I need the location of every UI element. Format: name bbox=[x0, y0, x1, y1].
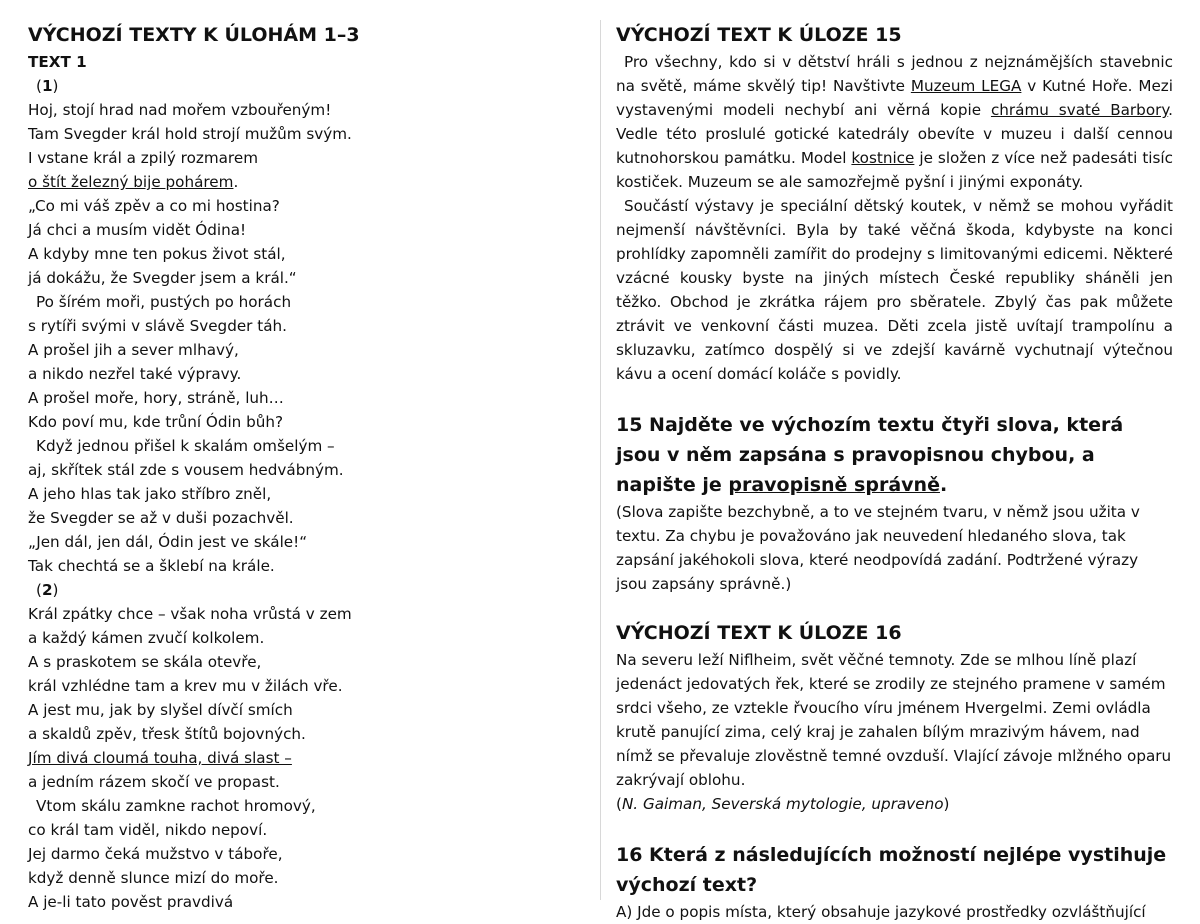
underlined-kostnice: kostnice bbox=[851, 149, 915, 167]
poem-line: já dokážu, že Svegder jsem a král.“ bbox=[28, 269, 297, 287]
text-15-p1-part: je složen z více než padesáti tisíc kostiček. Muzeum se ale samozřejmě pyšní i jinými exponáty. bbox=[616, 149, 1173, 191]
poem-line: A jest mu, jak by slyšel dívčí smích bbox=[28, 701, 293, 719]
poem-line: A s praskotem se skála otevře, bbox=[28, 653, 262, 671]
poem-line: král vzhlédne tam a krev mu v žilách vře. bbox=[28, 677, 343, 695]
task-15-tail: . bbox=[939, 474, 948, 496]
task-16-option-a: A) Jde o popis místa, který obsahuje jazykové prostředky ozvláštňující bbox=[616, 903, 1146, 921]
poem-line: „Co mi váš zpěv a co mi hostina? bbox=[28, 197, 280, 215]
poem-line: A prošel moře, hory, stráně, luh… bbox=[28, 389, 284, 407]
task-16-question: 16 Která z následujících možností nejlépe vystihuje výchozí text? bbox=[616, 844, 1167, 896]
text-15-p1-part: . Vedle této proslulé gotické katedrály obevíte v muzeu i další cennou kutnohorskou památku. Model bbox=[616, 101, 1173, 167]
poem-line: Tam Svegder král hold strojí mužům svým. bbox=[28, 125, 352, 143]
heading-text-15: VÝCHOZÍ TEXT K ÚLOZE 15 bbox=[616, 24, 902, 46]
column-divider bbox=[600, 20, 601, 900]
poem-line: co král tam viděl, nikdo nepoví. bbox=[28, 821, 268, 839]
task-15-text: 15 Najděte ve výchozím textu čtyři slova, která jsou v něm zapsána s pravopisnou chybou, a napište je bbox=[616, 414, 1124, 496]
poem-line: A je-li tato pověst pravdivá bbox=[28, 893, 234, 911]
text-15-paragraph-1 bbox=[616, 50, 1173, 194]
poem-line: A prošel jih a sever mlhavý, bbox=[28, 341, 239, 359]
text-15-p1-part: Pro všechny, kdo si v dětství hráli s jednou z nejznámějších stavebnic na světě, máme skvělý tip! Navštivte bbox=[616, 53, 1173, 95]
poem-line: a každý kámen zvučí kolkolem. bbox=[28, 629, 265, 647]
task-15-note: (Slova zapište bezchybně, a to ve stejném tvaru, v němž jsou užita v textu. Za chybu je považováno jak neuvedení hledaného slova, tak zapsání jakéhokoli slova, které neodpovídá zadání. Podtržené výrazy jsou zapsány správně.) bbox=[616, 503, 1140, 593]
poem-line: a nikdo nezřel také výpravy. bbox=[28, 365, 242, 383]
poem-line: Tak chechtá se a šklebí na krále. bbox=[28, 557, 275, 575]
poem-line: když denně slunce mizí do moře. bbox=[28, 869, 279, 887]
poem-line: A jeho hlas tak jako stříbro zněl, bbox=[28, 485, 272, 503]
poem-line: Hoj, stojí hrad nad mořem vzbouřeným! bbox=[28, 101, 332, 119]
poem-line: a jedním rázem skočí ve propast. bbox=[28, 773, 280, 791]
left-column bbox=[28, 20, 588, 911]
poem-line: aj, skřítek stál zde s vousem hedvábným. bbox=[28, 461, 344, 479]
underlined-phrase-2: Jím divá cloumá touha, divá slast – bbox=[28, 749, 292, 767]
poem-line: Vtom skálu zamkne rachot hromový, bbox=[36, 797, 316, 815]
heading-texts-1-3: VÝCHOZÍ TEXTY K ÚLOHÁM 1–3 bbox=[28, 24, 360, 46]
source-paren-close: ) bbox=[943, 795, 950, 813]
poem-line: s rytíři svými v slávě Svegder táh. bbox=[28, 317, 287, 335]
task-15-question bbox=[616, 410, 1173, 500]
poem-line: Po šírém moři, pustých po horách bbox=[36, 293, 292, 311]
poem-line: A kdyby mne ten pokus život stál, bbox=[28, 245, 286, 263]
stanza-number-2: (2) bbox=[36, 581, 59, 599]
text-16-source bbox=[616, 792, 1173, 816]
underlined-phrase-1-tail: . bbox=[233, 173, 239, 191]
poem-line: Jej darmo čeká mužstvo v táboře, bbox=[28, 845, 283, 863]
poem-line: Když jednou přišel k skalám omšelým – bbox=[36, 437, 335, 455]
poem-line: I vstane král a zpilý rozmarem bbox=[28, 149, 258, 167]
underlined-chram: chrámu svaté Barbory bbox=[990, 101, 1169, 119]
poem-line: Já chci a musím vidět Ódina! bbox=[28, 221, 247, 239]
poem-line: že Svegder se až v duši pozachvěl. bbox=[28, 509, 294, 527]
task-15-underlined: pravopisně správně bbox=[728, 474, 940, 496]
text-15-p1-part: v Kutné Hoře. Mezi vystavenými modeli nechybí ani věrná kopie bbox=[616, 77, 1173, 119]
poem-line-underlined bbox=[28, 170, 588, 194]
right-column bbox=[616, 20, 1173, 921]
underlined-phrase-1: o štít železný bije pohárem bbox=[28, 173, 234, 191]
poem-line: Kdo poví mu, kde trůní Ódin bůh? bbox=[28, 413, 284, 431]
poem-line: Král zpátky chce – však noha vrůstá v zem bbox=[28, 605, 352, 623]
heading-text-16: VÝCHOZÍ TEXT K ÚLOZE 16 bbox=[616, 622, 902, 644]
source-citation: N. Gaiman, Severská mytologie, upraveno bbox=[621, 795, 944, 813]
poem-line: „Jen dál, jen dál, Ódin jest ve skále!“ bbox=[28, 533, 308, 551]
stanza-number-1-value: 1 bbox=[41, 77, 53, 95]
poem-line: a skaldů zpěv, třesk štítů bojovných. bbox=[28, 725, 306, 743]
stanza-number-2-value: 2 bbox=[41, 581, 53, 599]
heading-text-1: TEXT 1 bbox=[28, 53, 87, 71]
source-paren-open: ( bbox=[616, 795, 622, 813]
text-16-paragraph: Na severu leží Niflheim, svět věčné temnoty. Zde se mlhou líně plazí jedenáct jedovatých řek, které se zrodily ze stejného pramene v samém srdci všeho, ze vztekle řvoucího víru jménem Hvergelmi. Zemi ovládla krutě panující zima, celý kraj je zahalen bílým mrazivým hávem, nad nímž se převaluje zlověstně temné ovzduší. Vlající závoje mlžného oparu zakrývají oblohu. bbox=[616, 651, 1172, 789]
underlined-museum-lego: Muzeum LEGA bbox=[910, 77, 1022, 95]
stanza-number-1: (1) bbox=[36, 77, 59, 95]
text-15-paragraph-2: Součástí výstavy je speciální dětský koutek, v němž se mohou vyřádit nejmenší návštěvníci. Byla by také věčná škoda, kdybyste na konci prohlídky zapomněli zamířit do prodejny s limitovanými edicemi. Některé vzácné kousky byste na jiných místech České republiky sháněli jen těžko. Obchod je zkrátka rájem pro sběratele. Zbylý čas pak můžete ztrávit ve venkovní části muzea. Děti zcela jistě uvítají trampolínu a skluzavku, zatímco dospělý si ve zdejší kavárně vychutnají výtečnou kávu a ocení domácí koláče s povidly. bbox=[616, 197, 1173, 383]
